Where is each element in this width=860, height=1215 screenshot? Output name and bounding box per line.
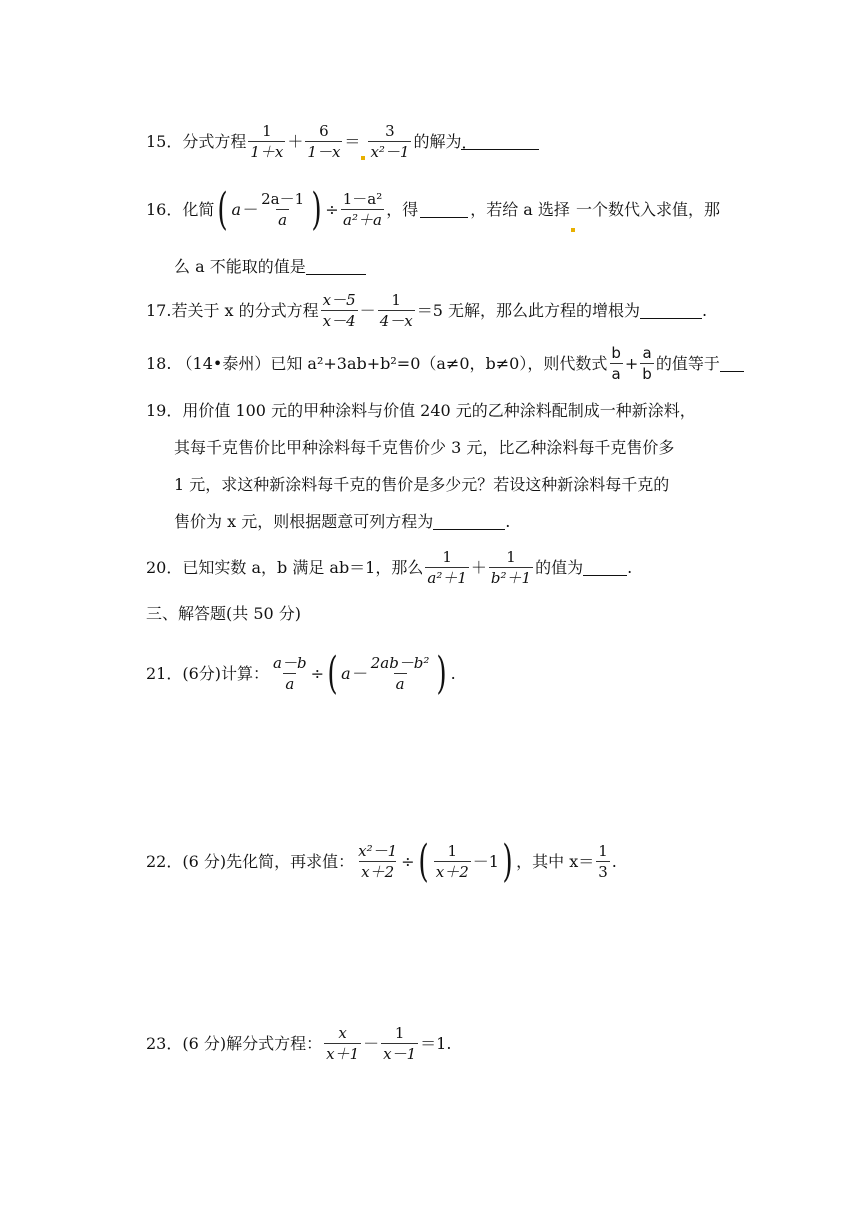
p21-frac2 [369, 656, 432, 692]
p21-frac1 [271, 656, 309, 692]
p15-f1n: 1 [262, 122, 272, 140]
problem-19-line1 [146, 403, 696, 419]
p22-f3n: 1 [598, 842, 608, 860]
p16-rest1: ，若给 a 选择 [470, 200, 570, 219]
p16-f1n: 2a－1 [261, 190, 305, 208]
p15-frac3 [368, 124, 411, 160]
problem-19-line4 [174, 514, 510, 530]
p23-suffix: ＝1. [420, 1034, 452, 1053]
problem-16-line2 [174, 259, 366, 275]
p15-suffix: 的解为 [413, 132, 462, 151]
p17-f1n: x－5 [322, 291, 356, 309]
p22-m1: －1 [472, 852, 499, 871]
p15-answer-blank [461, 132, 539, 152]
problem-15 [146, 124, 539, 160]
p15-f3n: 3 [385, 122, 395, 140]
p15-f2d: 1－x [307, 143, 341, 161]
p21-f1d: a [285, 675, 295, 693]
p20-frac1 [425, 550, 469, 586]
p20-op: ＋ [470, 558, 487, 577]
p16-frac2 [341, 192, 385, 228]
problem-22 [146, 836, 617, 887]
p21-f2d: a [395, 675, 405, 693]
p21-div: ÷ [310, 664, 324, 683]
p17-op: － [359, 301, 376, 320]
p18-f1d: a [611, 365, 621, 383]
p21-f2n: 2ab－b² [370, 654, 430, 672]
problem-16 [146, 184, 720, 235]
p19-l1: 19．用价值 100 元的甲种涂料与价值 240 元的乙种涂料配制成一种新涂料， [146, 401, 696, 420]
p19-l2: 其每千克售价比甲种涂料每千克售价少 3 元，比乙种涂料每千克售价多 [174, 438, 675, 457]
p18-f1n: b [611, 344, 621, 362]
p15-frac2 [305, 124, 342, 160]
p22-prefix: 22．(6 分)先化简，再求值： [146, 852, 355, 871]
problem-19-line3 [174, 477, 669, 493]
p16-line2: 么 a 不能取的值是 [174, 257, 306, 276]
marker-dot [571, 228, 575, 232]
p22-mid: ，其中 x＝ [516, 852, 595, 871]
p16-f2n: 1－a² [342, 190, 383, 208]
p22-left-paren: ( [417, 836, 429, 887]
p17-frac2 [378, 293, 415, 329]
p23-f2d: x－1 [383, 1045, 417, 1063]
p16-prefix: 16．化简 [146, 200, 215, 219]
p22-div: ÷ [401, 852, 415, 871]
p19-l3: 1 元，求这种新涂料每千克的售价是多少元？若设这种新涂料每千克的 [174, 475, 670, 494]
p16-div: ÷ [325, 200, 339, 219]
p22-frac1 [356, 844, 399, 880]
p17-suffix: ＝5 无解，那么此方程的增根为 [416, 301, 640, 320]
p16-mid: ，得 [386, 200, 419, 219]
section-heading [146, 606, 301, 622]
p15-f2n: 6 [319, 122, 329, 140]
p19-answer-blank [433, 515, 505, 530]
p21-end: . [450, 664, 456, 683]
p23-f1n: x [338, 1024, 347, 1042]
p15-prefix: 15．分式方程 [146, 132, 247, 151]
p23-prefix: 23．(6 分)解分式方程： [146, 1034, 323, 1053]
p21-left-paren: ( [327, 648, 338, 699]
p15-f1d: 1＋x [250, 143, 284, 161]
p15-frac1 [248, 124, 285, 160]
p20-frac2 [489, 550, 533, 586]
p20-suffix: 的值为 [535, 558, 584, 577]
p18-frac1 [609, 346, 623, 382]
problem-21 [146, 648, 456, 699]
p20-end: . [627, 558, 633, 577]
p22-f1d: x＋2 [361, 863, 395, 881]
p21-f1n: a－b [273, 654, 307, 672]
p23-f1d: x＋1 [326, 1045, 360, 1063]
p18-prefix: 18. （14•泰州）已知 a²+3ab+b²=0（a≠0，b≠0），则代数式 [146, 354, 608, 373]
p20-f1n: 1 [442, 548, 452, 566]
p17-prefix: 17.若关于 x 的分式方程 [146, 301, 319, 320]
p16-f1d: a [278, 211, 288, 229]
p22-f3d: 3 [598, 863, 608, 881]
p16-frac1 [259, 192, 306, 228]
p16-rest2: 一个数代入求值，那 [575, 200, 720, 219]
p16-right-paren: ) [311, 184, 322, 235]
p21-prefix: 21．(6分)计算： [146, 664, 270, 683]
p23-f2n: 1 [394, 1024, 405, 1042]
p17-end: . [701, 301, 708, 320]
p16-a: a－ [231, 200, 258, 219]
p22-end: . [611, 852, 617, 871]
p23-frac1 [324, 1026, 361, 1062]
p18-frac2 [640, 346, 654, 382]
p17-frac1 [321, 293, 358, 329]
p22-frac2 [434, 844, 471, 880]
p18-op: + [624, 354, 639, 373]
p20-prefix: 20．已知实数 a，b 满足 ab＝1，那么 [146, 558, 424, 577]
p15-op1: ＋ [287, 132, 304, 151]
p20-f2n: 1 [506, 548, 516, 566]
p23-frac2 [381, 1026, 418, 1062]
p19-end: . [505, 512, 511, 531]
p15-f3d: x²－1 [370, 143, 410, 161]
p16-answer-blank2 [306, 260, 366, 275]
p16-left-paren: ( [217, 184, 229, 235]
p22-right-paren: ) [502, 836, 513, 887]
marker-dot [361, 156, 365, 160]
p17-f2n: 1 [391, 291, 401, 309]
p16-answer-blank [420, 203, 468, 218]
p18-f2d: b [642, 365, 652, 383]
p16-f2d: a²＋a [343, 211, 382, 229]
p17-f2d: 4－x [379, 312, 413, 330]
problem-20 [146, 550, 632, 586]
p20-answer-blank [583, 561, 627, 576]
p21-a: a－ [341, 664, 367, 683]
p22-f1n: x²－1 [358, 842, 398, 860]
problem-18 [146, 346, 744, 382]
p22-frac3 [596, 844, 610, 880]
section-title: 三、解答题(共 50 分) [146, 604, 302, 623]
p18-suffix: 的值等于 [655, 354, 720, 373]
p18-answer-blank [720, 357, 744, 372]
p22-f2d: x＋2 [435, 863, 469, 881]
p23-op: － [363, 1034, 380, 1053]
problem-17 [146, 293, 707, 329]
p22-f2n: 1 [447, 842, 458, 860]
p15-eq: ＝ [344, 132, 361, 151]
p18-f2n: a [642, 344, 652, 362]
p20-f2d: b²＋1 [490, 569, 532, 587]
problem-23 [146, 1026, 451, 1062]
p19-l4: 售价为 x 元，则根据题意可列方程为 [174, 512, 434, 531]
p20-f1d: a²＋1 [427, 569, 467, 587]
p15-tail: ． [461, 132, 478, 152]
problem-19-line2 [174, 440, 674, 456]
p21-right-paren: ) [436, 648, 448, 699]
p17-answer-blank [640, 304, 702, 319]
p17-f1d: x－4 [322, 312, 356, 330]
